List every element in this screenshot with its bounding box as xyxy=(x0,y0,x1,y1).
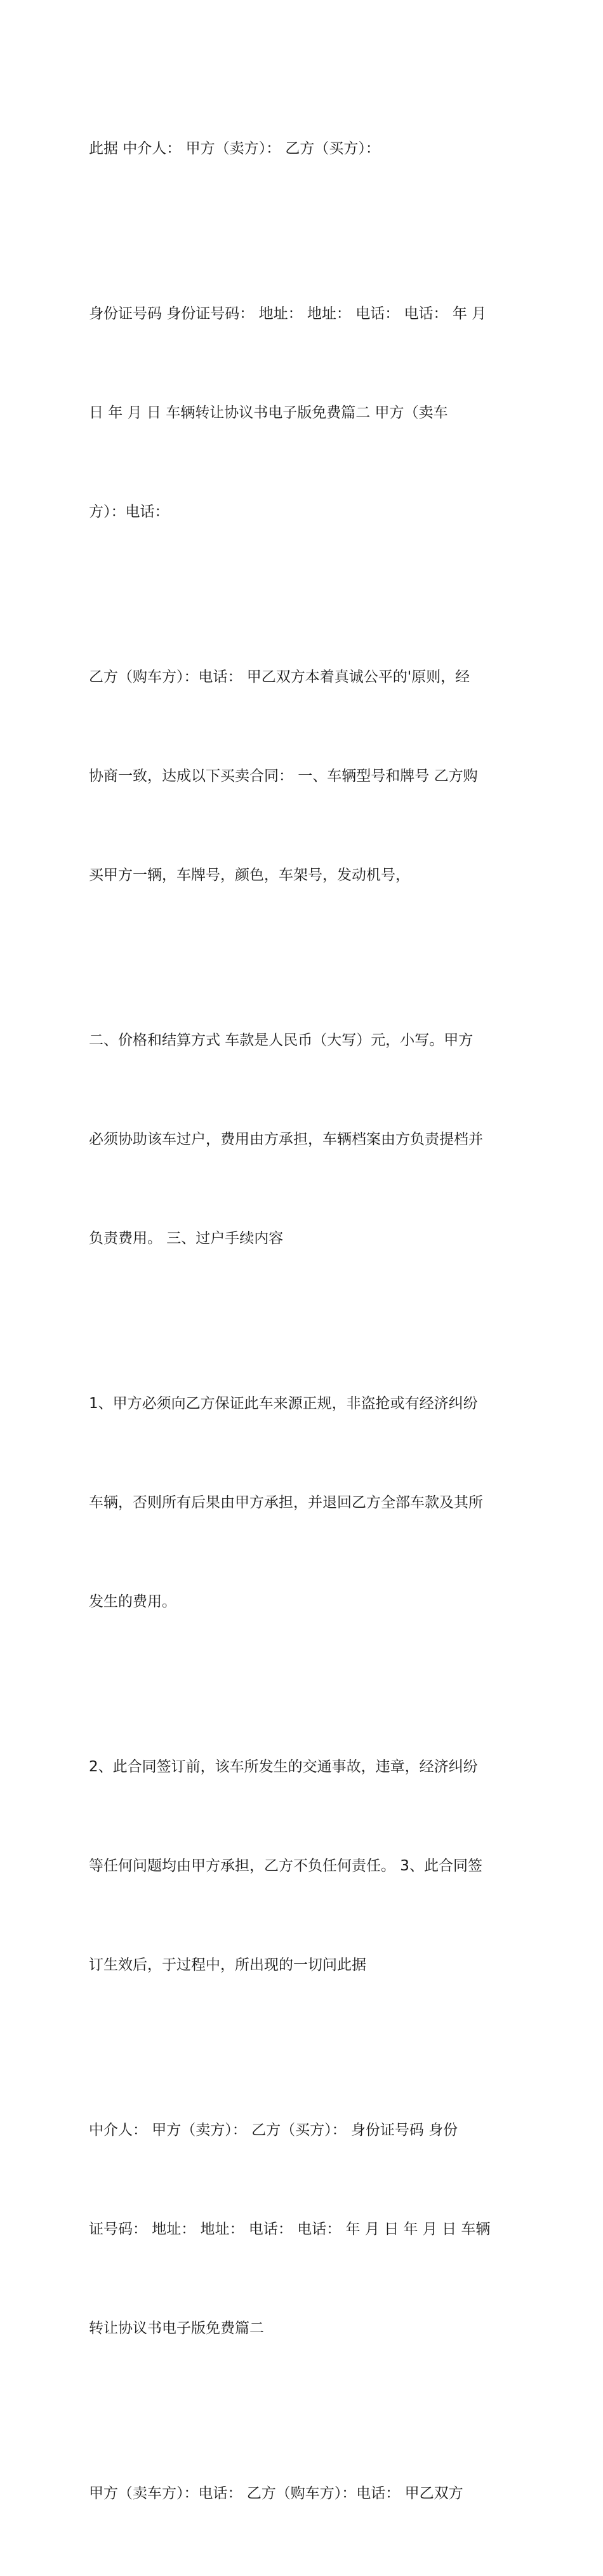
text-line: 等任何问题均由甲方承担，乙方不负任何责任。 3、此合同签 xyxy=(89,1858,482,1874)
paragraph-parties-repeat xyxy=(89,2411,520,2576)
text-line: 身份证号码 身份证号码： 地址： 地址： 电话： 电话： 年 月 xyxy=(89,305,487,322)
text-line: 甲方（卖车方）：电话： 乙方（购车方）：电话： 甲乙双方 xyxy=(89,2485,463,2502)
text-line: 证号码： 地址： 地址： 电话： 电话： 年 月 日 年 月 日 车辆 xyxy=(89,2221,491,2237)
text-line: 负责费用。 三、过户手续内容 xyxy=(89,1230,284,1247)
text-line: 必须协助该车过户，费用由方承担，车辆档案由方负责提档并 xyxy=(89,1131,483,1148)
text-line: 发生的费用。 xyxy=(89,1593,176,1610)
paragraph-intermediary-repeat xyxy=(89,2048,520,2411)
text-line: 买甲方一辆，车牌号，颜色，车架号，发动机号， xyxy=(89,867,410,883)
document-body xyxy=(89,66,520,2576)
paragraph-price-settlement xyxy=(89,958,520,1321)
text-line: 方）：电话： xyxy=(89,504,169,520)
paragraph-id-address-phone xyxy=(89,231,520,594)
text-line: 此据 中介人： 甲方（卖方）： 乙方（买方）： xyxy=(89,140,380,157)
paragraph-buyer-principle xyxy=(89,594,520,958)
paragraph-clause-1 xyxy=(89,1321,520,1684)
text-line: 1、甲方必须向乙方保证此车来源正规，非盗抢或有经济纠纷 xyxy=(89,1395,478,1412)
paragraph-intermediary-header xyxy=(89,66,520,231)
text-line: 乙方（购车方）：电话： 甲乙双方本着真诚公平的'原则，经 xyxy=(89,669,470,685)
text-line: 中介人： 甲方（卖方）： 乙方（买方）： 身份证号码 身份 xyxy=(89,2122,458,2138)
text-line: 协商一致，达成以下买卖合同： 一、车辆型号和牌号 乙方购 xyxy=(89,768,478,784)
text-line: 订生效后，于过程中，所出现的一切问此据 xyxy=(89,1957,366,1973)
text-line: 转让协议书电子版免费篇二 xyxy=(89,2320,264,2337)
text-line: 车辆，否则所有后果由甲方承担，并退回乙方全部车款及其所 xyxy=(89,1494,483,1511)
text-line: 2、此合同签订前，该车所发生的交通事故，违章，经济纠纷 xyxy=(89,1759,478,1775)
text-line: 日 年 月 日 车辆转让协议书电子版免费篇二 甲方（卖车 xyxy=(89,405,448,421)
text-line: 二、价格和结算方式 车款是人民币（大写）元，小写。甲方 xyxy=(89,1032,474,1049)
paragraph-clause-2 xyxy=(89,1684,520,2048)
